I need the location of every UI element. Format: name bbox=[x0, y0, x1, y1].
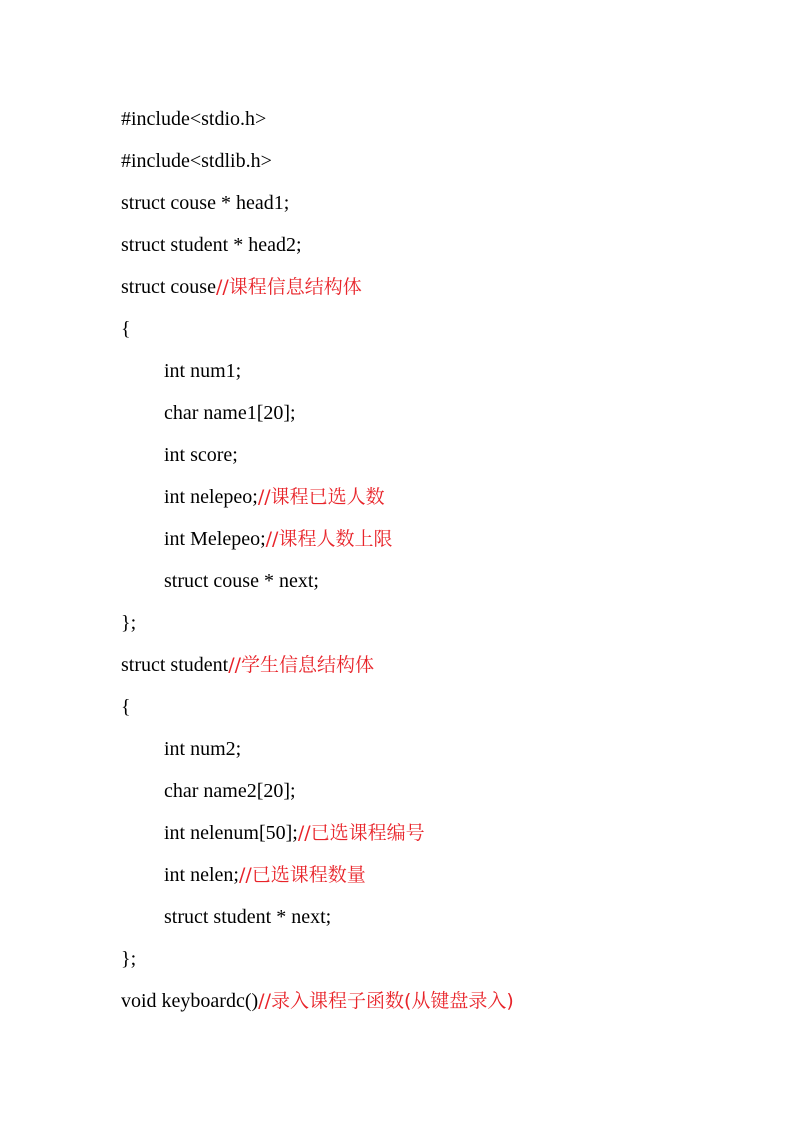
code-line bbox=[121, 728, 761, 770]
code-line bbox=[121, 266, 761, 308]
code-text: int num1; bbox=[164, 360, 242, 382]
code-text: #include<stdio.h> bbox=[121, 108, 267, 130]
code-text: int Melepeo; bbox=[164, 528, 266, 550]
code-line bbox=[121, 560, 761, 602]
code-text: int num2; bbox=[164, 738, 242, 760]
code-text: int nelen; bbox=[164, 864, 239, 886]
code-line bbox=[121, 980, 761, 1022]
code-line bbox=[121, 854, 761, 896]
code-text: struct couse * head1; bbox=[121, 192, 290, 214]
code-comment: //课程信息结构体 bbox=[215, 276, 362, 298]
code-line bbox=[121, 896, 761, 938]
code-text: struct couse * next; bbox=[164, 570, 319, 592]
code-text: char name2[20]; bbox=[164, 780, 296, 802]
code-text: int score; bbox=[164, 444, 238, 466]
code-line bbox=[121, 140, 761, 182]
code-line bbox=[121, 476, 761, 518]
code-comment: //已选课程数量 bbox=[238, 864, 366, 886]
code-text: int nelenum[50]; bbox=[164, 822, 298, 844]
code-comment: //学生信息结构体 bbox=[228, 654, 375, 676]
code-line bbox=[121, 308, 761, 350]
code-line bbox=[121, 434, 761, 476]
code-text: struct student * next; bbox=[164, 906, 332, 928]
code-text: }; bbox=[121, 948, 137, 970]
code-text: void keyboardc() bbox=[121, 990, 259, 1012]
code-line bbox=[121, 686, 761, 728]
code-text: struct student bbox=[121, 654, 229, 676]
code-text: struct couse bbox=[121, 276, 216, 298]
code-line bbox=[121, 182, 761, 224]
code-line bbox=[121, 770, 761, 812]
code-comment: //录入课程子函数(从键盘录入) bbox=[258, 990, 514, 1012]
code-line bbox=[121, 602, 761, 644]
code-comment: //课程人数上限 bbox=[265, 528, 393, 550]
code-text: int nelepeo; bbox=[164, 486, 258, 508]
code-comment: //课程已选人数 bbox=[257, 486, 385, 508]
code-line bbox=[121, 350, 761, 392]
code-text: { bbox=[121, 696, 131, 718]
code-line bbox=[121, 644, 761, 686]
code-line bbox=[121, 98, 761, 140]
code-comment: //已选课程编号 bbox=[297, 822, 425, 844]
code-text: char name1[20]; bbox=[164, 402, 296, 424]
code-line bbox=[121, 224, 761, 266]
code-line bbox=[121, 938, 761, 980]
code-text: }; bbox=[121, 612, 137, 634]
code-text: struct student * head2; bbox=[121, 234, 302, 256]
source-code-block bbox=[121, 98, 761, 1022]
code-text: #include<stdlib.h> bbox=[121, 150, 272, 172]
code-line bbox=[121, 518, 761, 560]
code-text: { bbox=[121, 318, 131, 340]
code-line bbox=[121, 812, 761, 854]
code-line bbox=[121, 392, 761, 434]
